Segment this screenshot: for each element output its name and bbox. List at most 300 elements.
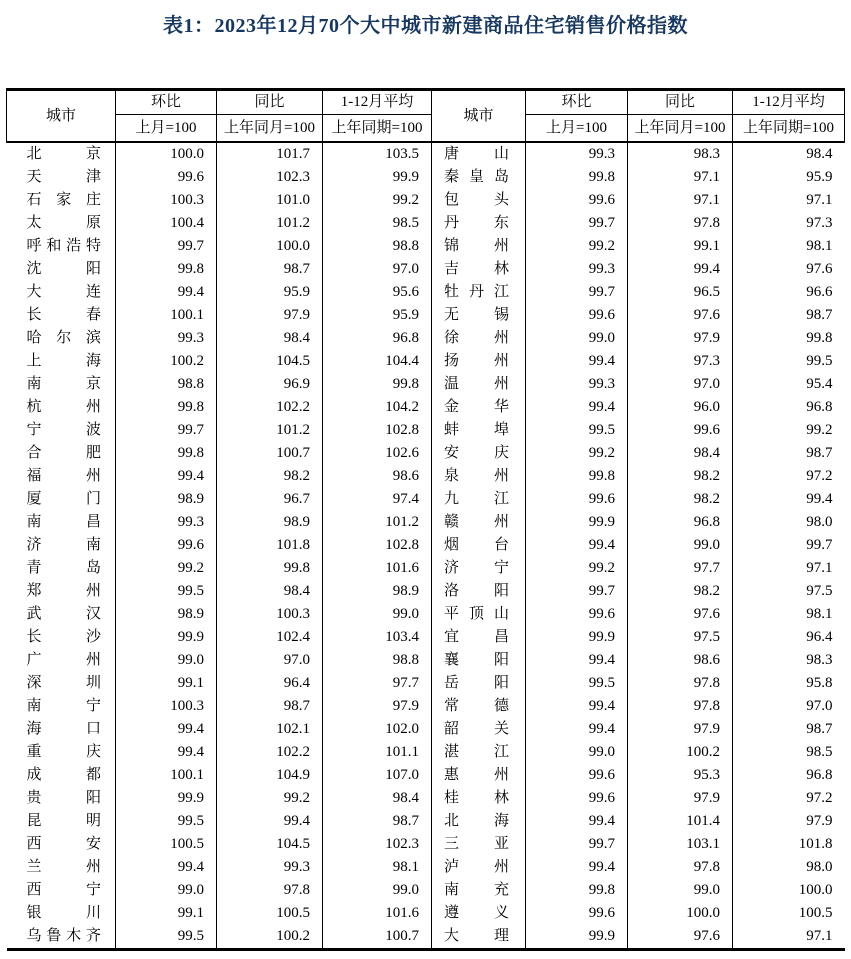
- table-row: [7, 304, 845, 327]
- city-cell: 武汉: [26, 606, 101, 622]
- value-cell: 100.1: [116, 764, 217, 787]
- value-cell: 101.2: [323, 511, 432, 534]
- value-cell: 97.5: [628, 626, 733, 649]
- table-row: [7, 649, 845, 672]
- table-row: [7, 142, 845, 166]
- table-row: [7, 925, 845, 950]
- value-cell: 99.8: [323, 373, 432, 396]
- value-cell: 97.9: [628, 787, 733, 810]
- city-cell: 沈阳: [26, 261, 101, 277]
- value-cell: 102.2: [217, 396, 323, 419]
- header-mom-right: 环比: [526, 90, 628, 115]
- value-cell: 99.6: [526, 902, 628, 925]
- value-cell: 97.9: [628, 327, 733, 350]
- table-row: [7, 419, 845, 442]
- value-cell: 98.7: [733, 718, 845, 741]
- value-cell: 99.4: [526, 350, 628, 373]
- value-cell: 99.4: [526, 856, 628, 879]
- table-row: [7, 327, 845, 350]
- value-cell: 99.4: [526, 810, 628, 833]
- value-cell: 99.4: [526, 534, 628, 557]
- city-cell: 洛阳: [432, 580, 526, 603]
- value-cell: 96.8: [628, 511, 733, 534]
- city-cell: 南京: [26, 376, 101, 392]
- value-cell: 103.4: [323, 626, 432, 649]
- value-cell: 97.5: [733, 580, 845, 603]
- value-cell: 99.0: [116, 649, 217, 672]
- value-cell: 98.0: [733, 856, 845, 879]
- value-cell: 99.4: [116, 856, 217, 879]
- value-cell: 97.0: [628, 373, 733, 396]
- value-cell: 99.4: [526, 396, 628, 419]
- city-cell: 成都: [26, 767, 101, 783]
- value-cell: 100.0: [217, 235, 323, 258]
- value-cell: 97.0: [217, 649, 323, 672]
- value-cell: 96.6: [733, 281, 845, 304]
- city-cell: 泸州: [432, 856, 526, 879]
- value-cell: 99.3: [526, 142, 628, 166]
- city-cell: 兰州: [26, 859, 101, 875]
- city-cell: 徐州: [432, 327, 526, 350]
- value-cell: 104.4: [323, 350, 432, 373]
- value-cell: 99.6: [526, 603, 628, 626]
- value-cell: 98.9: [323, 580, 432, 603]
- value-cell: 99.6: [116, 166, 217, 189]
- value-cell: 98.9: [217, 511, 323, 534]
- table-row: [7, 787, 845, 810]
- value-cell: 102.4: [217, 626, 323, 649]
- table-row: [7, 902, 845, 925]
- value-cell: 99.5: [116, 580, 217, 603]
- value-cell: 98.1: [733, 235, 845, 258]
- city-cell: 合肥: [26, 445, 101, 461]
- value-cell: 99.8: [116, 396, 217, 419]
- value-cell: 99.0: [323, 603, 432, 626]
- value-cell: 99.8: [116, 258, 217, 281]
- city-cell: 石家庄: [26, 192, 101, 208]
- value-cell: 97.1: [733, 557, 845, 580]
- value-cell: 97.0: [733, 695, 845, 718]
- table-row: [7, 741, 845, 764]
- city-cell: 遵义: [432, 902, 526, 925]
- value-cell: 100.0: [628, 902, 733, 925]
- city-cell: 北京: [26, 146, 101, 162]
- city-cell: 宁波: [26, 422, 101, 438]
- city-cell: 福州: [26, 468, 101, 484]
- city-cell: 广州: [26, 652, 101, 668]
- city-cell: 上海: [26, 353, 101, 369]
- value-cell: 99.4: [733, 488, 845, 511]
- city-cell: 吉林: [432, 258, 526, 281]
- value-cell: 98.5: [733, 741, 845, 764]
- value-cell: 100.0: [116, 142, 217, 166]
- table-row: [7, 442, 845, 465]
- value-cell: 95.9: [733, 166, 845, 189]
- value-cell: 99.3: [116, 327, 217, 350]
- value-cell: 99.9: [116, 787, 217, 810]
- city-cell: 太原: [26, 215, 101, 231]
- value-cell: 98.4: [323, 787, 432, 810]
- value-cell: 102.6: [323, 442, 432, 465]
- value-cell: 98.3: [628, 142, 733, 166]
- value-cell: 101.6: [323, 557, 432, 580]
- value-cell: 99.9: [526, 626, 628, 649]
- value-cell: 99.4: [526, 718, 628, 741]
- city-cell: 呼和浩特: [26, 238, 101, 254]
- value-cell: 98.6: [323, 465, 432, 488]
- value-cell: 98.0: [733, 511, 845, 534]
- value-cell: 99.7: [733, 534, 845, 557]
- value-cell: 101.2: [217, 419, 323, 442]
- value-cell: 98.2: [628, 488, 733, 511]
- value-cell: 98.8: [323, 649, 432, 672]
- value-cell: 99.4: [526, 649, 628, 672]
- value-cell: 95.6: [323, 281, 432, 304]
- city-cell: 平顶山: [432, 603, 526, 626]
- city-cell: 长春: [26, 307, 101, 323]
- table-row: [7, 373, 845, 396]
- city-cell: 唐山: [432, 142, 526, 166]
- table-row: [7, 603, 845, 626]
- table-row: [7, 672, 845, 695]
- value-cell: 99.2: [733, 419, 845, 442]
- value-cell: 101.6: [323, 902, 432, 925]
- value-cell: 100.5: [116, 833, 217, 856]
- value-cell: 102.8: [323, 534, 432, 557]
- value-cell: 102.0: [323, 718, 432, 741]
- value-cell: 98.8: [116, 373, 217, 396]
- city-cell: 温州: [432, 373, 526, 396]
- value-cell: 97.8: [628, 856, 733, 879]
- value-cell: 96.5: [628, 281, 733, 304]
- city-cell: 九江: [432, 488, 526, 511]
- city-cell: 丹东: [432, 212, 526, 235]
- value-cell: 97.1: [628, 189, 733, 212]
- value-cell: 99.0: [526, 327, 628, 350]
- value-cell: 98.4: [217, 580, 323, 603]
- city-cell: 南充: [432, 879, 526, 902]
- city-cell: 郑州: [26, 583, 101, 599]
- value-cell: 96.8: [323, 327, 432, 350]
- table-row: [7, 488, 845, 511]
- value-cell: 98.7: [323, 810, 432, 833]
- city-cell: 济宁: [432, 557, 526, 580]
- value-cell: 98.8: [323, 235, 432, 258]
- value-cell: 97.1: [733, 189, 845, 212]
- city-cell: 湛江: [432, 741, 526, 764]
- value-cell: 99.5: [116, 810, 217, 833]
- value-cell: 103.5: [323, 142, 432, 166]
- value-cell: 100.7: [217, 442, 323, 465]
- value-cell: 96.0: [628, 396, 733, 419]
- header-yoy-base-left: 上年同月=100: [217, 115, 323, 143]
- value-cell: 102.3: [217, 166, 323, 189]
- value-cell: 99.3: [526, 373, 628, 396]
- value-cell: 97.6: [628, 925, 733, 950]
- value-cell: 97.8: [628, 672, 733, 695]
- city-cell: 西宁: [26, 882, 101, 898]
- city-cell: 无锡: [432, 304, 526, 327]
- city-cell: 贵阳: [26, 790, 101, 806]
- value-cell: 98.7: [217, 695, 323, 718]
- value-cell: 96.4: [217, 672, 323, 695]
- value-cell: 97.3: [628, 350, 733, 373]
- city-cell: 桂林: [432, 787, 526, 810]
- value-cell: 99.4: [526, 695, 628, 718]
- value-cell: 99.5: [526, 672, 628, 695]
- table-row: [7, 235, 845, 258]
- table-row: [7, 511, 845, 534]
- value-cell: 102.3: [323, 833, 432, 856]
- value-cell: 99.9: [526, 511, 628, 534]
- value-cell: 97.8: [628, 695, 733, 718]
- city-cell: 安庆: [432, 442, 526, 465]
- value-cell: 99.9: [116, 626, 217, 649]
- value-cell: 97.2: [733, 465, 845, 488]
- city-cell: 宜昌: [432, 626, 526, 649]
- value-cell: 99.9: [526, 925, 628, 950]
- value-cell: 99.1: [628, 235, 733, 258]
- value-cell: 99.6: [116, 534, 217, 557]
- value-cell: 96.8: [733, 764, 845, 787]
- value-cell: 95.9: [217, 281, 323, 304]
- value-cell: 99.0: [526, 741, 628, 764]
- header-city-right: 城市: [432, 90, 526, 143]
- value-cell: 97.6: [628, 304, 733, 327]
- city-cell: 金华: [432, 396, 526, 419]
- city-cell: 锦州: [432, 235, 526, 258]
- table-row: [7, 258, 845, 281]
- value-cell: 101.7: [217, 142, 323, 166]
- city-cell: 南昌: [26, 514, 101, 530]
- header-city-left: 城市: [7, 90, 116, 143]
- value-cell: 99.0: [628, 879, 733, 902]
- value-cell: 99.8: [733, 327, 845, 350]
- value-cell: 97.3: [733, 212, 845, 235]
- value-cell: 99.7: [116, 235, 217, 258]
- value-cell: 98.9: [116, 603, 217, 626]
- page-title: 表1：2023年12月70个大中城市新建商品住宅销售价格指数: [163, 15, 688, 37]
- table-row: [7, 695, 845, 718]
- value-cell: 99.1: [116, 672, 217, 695]
- value-cell: 101.1: [323, 741, 432, 764]
- value-cell: 99.5: [116, 925, 217, 950]
- value-cell: 98.9: [116, 488, 217, 511]
- city-cell: 厦门: [26, 491, 101, 507]
- value-cell: 101.0: [217, 189, 323, 212]
- value-cell: 97.7: [628, 557, 733, 580]
- city-cell: 襄阳: [432, 649, 526, 672]
- table-row: [7, 534, 845, 557]
- value-cell: 99.1: [116, 902, 217, 925]
- value-cell: 97.0: [323, 258, 432, 281]
- city-cell: 岳阳: [432, 672, 526, 695]
- value-cell: 97.9: [217, 304, 323, 327]
- table-row: [7, 810, 845, 833]
- value-cell: 100.2: [217, 925, 323, 950]
- value-cell: 99.4: [116, 741, 217, 764]
- value-cell: 98.6: [628, 649, 733, 672]
- value-cell: 104.5: [217, 350, 323, 373]
- value-cell: 99.3: [217, 856, 323, 879]
- value-cell: 100.2: [116, 350, 217, 373]
- table-row: [7, 580, 845, 603]
- city-cell: 泉州: [432, 465, 526, 488]
- table-body: [7, 142, 845, 950]
- value-cell: 98.4: [628, 442, 733, 465]
- city-cell: 青岛: [26, 560, 101, 576]
- value-cell: 99.8: [526, 166, 628, 189]
- value-cell: 95.4: [733, 373, 845, 396]
- header-mom-base-left: 上月=100: [116, 115, 217, 143]
- city-cell: 长沙: [26, 629, 101, 645]
- value-cell: 100.0: [733, 879, 845, 902]
- city-cell: 大理: [432, 925, 526, 950]
- value-cell: 99.2: [116, 557, 217, 580]
- city-cell: 烟台: [432, 534, 526, 557]
- value-cell: 96.9: [217, 373, 323, 396]
- city-cell: 海口: [26, 721, 101, 737]
- value-cell: 100.5: [217, 902, 323, 925]
- value-cell: 99.6: [526, 787, 628, 810]
- value-cell: 99.7: [526, 281, 628, 304]
- value-cell: 99.4: [628, 258, 733, 281]
- table-row: [7, 350, 845, 373]
- table-header: [7, 90, 845, 143]
- value-cell: 100.1: [116, 304, 217, 327]
- header-avg-right: 1-12月平均: [733, 90, 845, 115]
- value-cell: 99.8: [526, 879, 628, 902]
- value-cell: 99.6: [526, 304, 628, 327]
- value-cell: 99.6: [526, 764, 628, 787]
- city-cell: 常德: [432, 695, 526, 718]
- city-cell: 杭州: [26, 399, 101, 415]
- table-row: [7, 212, 845, 235]
- value-cell: 99.4: [116, 718, 217, 741]
- value-cell: 98.1: [733, 603, 845, 626]
- city-cell: 天津: [26, 169, 101, 185]
- value-cell: 107.0: [323, 764, 432, 787]
- value-cell: 98.7: [733, 304, 845, 327]
- value-cell: 104.5: [217, 833, 323, 856]
- value-cell: 98.4: [217, 327, 323, 350]
- value-cell: 97.8: [217, 879, 323, 902]
- value-cell: 97.6: [628, 603, 733, 626]
- value-cell: 97.1: [733, 925, 845, 950]
- value-cell: 97.9: [323, 695, 432, 718]
- value-cell: 99.0: [628, 534, 733, 557]
- value-cell: 96.8: [733, 396, 845, 419]
- value-cell: 102.2: [217, 741, 323, 764]
- value-cell: 100.3: [217, 603, 323, 626]
- city-cell: 蚌埠: [432, 419, 526, 442]
- value-cell: 98.2: [628, 580, 733, 603]
- table-row: [7, 856, 845, 879]
- value-cell: 96.4: [733, 626, 845, 649]
- city-cell: 扬州: [432, 350, 526, 373]
- city-cell: 济南: [26, 537, 101, 553]
- value-cell: 97.7: [323, 672, 432, 695]
- header-mom-base-right: 上月=100: [526, 115, 628, 143]
- city-cell: 昆明: [26, 813, 101, 829]
- value-cell: 99.0: [116, 879, 217, 902]
- value-cell: 99.4: [116, 465, 217, 488]
- header-mom-left: 环比: [116, 90, 217, 115]
- value-cell: 99.8: [526, 465, 628, 488]
- value-cell: 99.5: [526, 419, 628, 442]
- value-cell: 99.7: [526, 212, 628, 235]
- city-cell: 哈尔滨: [26, 330, 101, 346]
- value-cell: 99.7: [526, 580, 628, 603]
- header-yoy-base-right: 上年同月=100: [628, 115, 733, 143]
- value-cell: 101.8: [733, 833, 845, 856]
- value-cell: 99.6: [526, 189, 628, 212]
- city-cell: 包头: [432, 189, 526, 212]
- city-cell: 大连: [26, 284, 101, 300]
- value-cell: 99.6: [526, 488, 628, 511]
- value-cell: 97.9: [628, 718, 733, 741]
- table-row: [7, 166, 845, 189]
- value-cell: 97.9: [733, 810, 845, 833]
- city-cell: 重庆: [26, 744, 101, 760]
- value-cell: 99.7: [526, 833, 628, 856]
- city-cell: 韶关: [432, 718, 526, 741]
- value-cell: 97.6: [733, 258, 845, 281]
- value-cell: 96.7: [217, 488, 323, 511]
- table-row: [7, 557, 845, 580]
- value-cell: 99.8: [217, 557, 323, 580]
- value-cell: 101.4: [628, 810, 733, 833]
- header-yoy-left: 同比: [217, 90, 323, 115]
- value-cell: 99.5: [733, 350, 845, 373]
- value-cell: 98.3: [733, 649, 845, 672]
- value-cell: 98.7: [733, 442, 845, 465]
- value-cell: 99.2: [323, 189, 432, 212]
- city-cell: 秦皇岛: [432, 166, 526, 189]
- value-cell: 104.9: [217, 764, 323, 787]
- city-cell: 赣州: [432, 511, 526, 534]
- value-cell: 102.1: [217, 718, 323, 741]
- value-cell: 98.4: [733, 142, 845, 166]
- city-cell: 惠州: [432, 764, 526, 787]
- value-cell: 95.3: [628, 764, 733, 787]
- value-cell: 98.7: [217, 258, 323, 281]
- value-cell: 99.3: [116, 511, 217, 534]
- value-cell: 100.7: [323, 925, 432, 950]
- value-cell: 98.5: [323, 212, 432, 235]
- value-cell: 100.3: [116, 189, 217, 212]
- value-cell: 99.2: [526, 557, 628, 580]
- value-cell: 104.2: [323, 396, 432, 419]
- value-cell: 100.3: [116, 695, 217, 718]
- header-avg-left: 1-12月平均: [323, 90, 432, 115]
- header-avg-base-left: 上年同期=100: [323, 115, 432, 143]
- value-cell: 102.8: [323, 419, 432, 442]
- value-cell: 98.2: [628, 465, 733, 488]
- table-row: [7, 626, 845, 649]
- city-cell: 三亚: [432, 833, 526, 856]
- table-row: [7, 764, 845, 787]
- city-cell: 乌鲁木齐: [26, 928, 101, 944]
- city-cell: 银川: [26, 905, 101, 921]
- city-cell: 牡丹江: [432, 281, 526, 304]
- value-cell: 97.8: [628, 212, 733, 235]
- price-index-table: [6, 88, 845, 951]
- value-cell: 99.0: [323, 879, 432, 902]
- table-row: [7, 833, 845, 856]
- table-row: [7, 396, 845, 419]
- value-cell: 98.2: [217, 465, 323, 488]
